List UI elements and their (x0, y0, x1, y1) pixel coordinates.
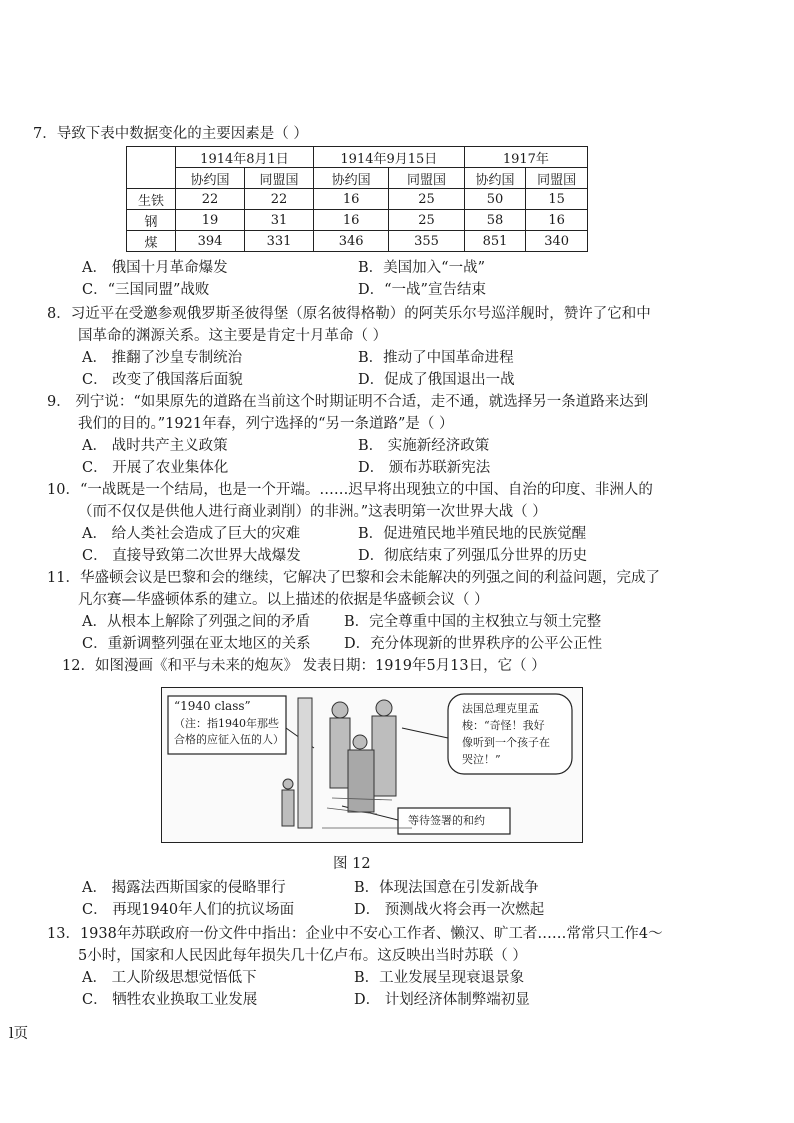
page-number: l页 (9, 1026, 29, 1042)
table-cell: 851 (464, 231, 526, 252)
table-cell: 25 (389, 210, 464, 231)
cartoon-left-note-1: （注：指1940年那些 (174, 717, 279, 730)
table-cell: 346 (314, 231, 389, 252)
q11-stem-line1: 11．华盛顿会议是巴黎和会的继续，它解决了巴黎和会未能解决的列强之间的利益问题，完成了 (47, 570, 660, 586)
q9-stem-line1: 9． 列宁说：“如果原先的道路在当前这个时期证明不合适，走不通，就选择另一条道路来达到 (47, 394, 649, 410)
q10-option-b[interactable]: B．促进殖民地半殖民地的民族觉醒 (358, 526, 587, 542)
table-corner (127, 147, 176, 189)
q10-stem-line2: （而不仅仅是供他人进行商业剥削）的非洲。”这表明第一次世界大战（ ） (78, 504, 547, 520)
cartoon-left-title: “1940 class” (174, 699, 251, 713)
q7-option-a[interactable]: A． 俄国十月革命爆发 (82, 260, 228, 276)
table-date-2: 1914年9月15日 (314, 147, 465, 168)
table-header-sides (127, 168, 588, 189)
cartoon-right-line-4: 哭泣！” (462, 753, 501, 766)
table-cell: 15 (526, 189, 588, 210)
q13-stem-line1: 13．1938年苏联政府一份文件中指出：企业中不安心工作者、懒汉、旷工者……常常只工作4～ (47, 926, 663, 942)
q11-stem-line2: 凡尔赛—华盛顿体系的建立。以上描述的依据是华盛顿会议（ ） (78, 592, 489, 608)
table-cell: 22 (176, 189, 245, 210)
q12-option-a[interactable]: A． 揭露法西斯国家的侵略罪行 (82, 880, 286, 896)
table-cell: 331 (244, 231, 313, 252)
q10-option-d[interactable]: D．彻底结束了列强瓜分世界的历史 (358, 548, 588, 564)
q13-option-a[interactable]: A． 工人阶级思想觉悟低下 (82, 970, 257, 986)
table-side: 同盟国 (526, 168, 588, 189)
table-cell: 31 (244, 210, 313, 231)
table-cell: 22 (244, 189, 313, 210)
figure-caption: 图 12 (333, 856, 371, 872)
q11-option-c[interactable]: C．重新调整列强在亚太地区的关系 (82, 636, 311, 652)
cartoon-right-line-3: 像听到一个孩子在 (462, 736, 550, 749)
q8-stem-line2: 国革命的渊源关系。这主要是肯定十月革命（ ） (78, 328, 388, 344)
table-cell: 25 (389, 189, 464, 210)
table-side: 同盟国 (389, 168, 464, 189)
row-label: 生铁 (127, 189, 176, 210)
table-cell: 16 (526, 210, 588, 231)
table-side: 同盟国 (244, 168, 313, 189)
table-cell: 19 (176, 210, 245, 231)
q12-option-c[interactable]: C． 再现1940年人们的抗议场面 (82, 902, 295, 918)
table-cell: 58 (464, 210, 526, 231)
q7-option-d[interactable]: D．“一战”宣告结束 (358, 282, 486, 298)
table-header-dates (127, 147, 588, 168)
q10-stem-line1: 10．“一战既是一个结局，也是一个开端。……迟早将出现独立的中国、自治的印度、非洲人的 (47, 482, 653, 498)
cartoon-bottom-label: 等待签署的和约 (408, 814, 485, 827)
table-cell: 394 (176, 231, 245, 252)
q13-option-c[interactable]: C． 牺牲农业换取工业发展 (82, 992, 258, 1008)
table-date-1: 1914年8月1日 (176, 147, 314, 168)
q9-option-b[interactable]: B． 实施新经济政策 (358, 438, 490, 454)
table-side: 协约国 (464, 168, 526, 189)
table-cell: 355 (389, 231, 464, 252)
q12-stem: 12．如图漫画《和平与未来的炮灰》 发表日期：1919年5月13日，它（ ） (62, 658, 546, 674)
q9-option-d[interactable]: D． 颁布苏联新宪法 (358, 460, 491, 476)
table-date-3: 1917年 (464, 147, 587, 168)
q8-option-c[interactable]: C． 改变了俄国落后面貌 (82, 372, 243, 388)
q9-option-c[interactable]: C． 开展了农业集体化 (82, 460, 229, 476)
q7-option-b[interactable]: B．美国加入“一战” (358, 260, 485, 276)
q7-option-c[interactable]: C．“三国同盟”战败 (82, 282, 210, 298)
table-side: 协约国 (176, 168, 245, 189)
q11-option-b[interactable]: B．完全尊重中国的主权独立与领土完整 (344, 614, 602, 630)
q9-option-a[interactable]: A． 战时共产主义政策 (82, 438, 228, 454)
table-row (127, 210, 588, 231)
cartoon-right-line-2: 梭：“奇怪！我好 (462, 719, 545, 732)
table-row (127, 189, 588, 210)
table-cell: 50 (464, 189, 526, 210)
q7-stem: 7．导致下表中数据变化的主要因素是（ ） (33, 126, 308, 142)
row-label: 钢 (127, 210, 176, 231)
q12-option-d[interactable]: D． 预测战火将会再一次燃起 (354, 902, 545, 918)
q10-option-c[interactable]: C． 直接导致第二次世界大战爆发 (82, 548, 301, 564)
q12-cartoon (161, 687, 583, 843)
table-cell: 16 (314, 210, 389, 231)
q8-stem-line1: 8．习近平在受邀参观俄罗斯圣彼得堡（原名彼得格勒）的阿芙乐尔号巡洋舰时，赞许了它和中 (47, 306, 651, 322)
q10-option-a[interactable]: A． 给人类社会造成了巨大的灾难 (82, 526, 301, 542)
table-cell: 340 (526, 231, 588, 252)
row-label: 煤 (127, 231, 176, 252)
q13-option-b[interactable]: B．工业发展呈现衰退景象 (354, 970, 525, 986)
q13-option-d[interactable]: D． 计划经济体制弊端初显 (354, 992, 530, 1008)
q12-option-b[interactable]: B．体现法国意在引发新战争 (354, 880, 539, 896)
q13-stem-line2: 5小时，国家和人民因此每年损失几十亿卢布。这反映出当时苏联（ ） (78, 948, 527, 964)
cartoon-right-line-1: 法国总理克里孟 (462, 702, 539, 715)
q11-option-d[interactable]: D．充分体现新的世界秩序的公平公正性 (344, 636, 603, 652)
cartoon-left-note-2: 合格的应征入伍的人） (174, 733, 284, 746)
q8-option-d[interactable]: D．促成了俄国退出一战 (358, 372, 515, 388)
table-cell: 16 (314, 189, 389, 210)
table-side: 协约国 (314, 168, 389, 189)
q11-option-a[interactable]: A．从根本上解除了列强之间的矛盾 (82, 614, 310, 630)
q8-option-b[interactable]: B．推动了中国革命进程 (358, 350, 514, 366)
q8-option-a[interactable]: A． 推翻了沙皇专制统治 (82, 350, 243, 366)
q9-stem-line2: 我们的目的。”1921年春，列宁选择的“另一条道路”是（ ） (78, 416, 454, 432)
q7-data-table (126, 146, 588, 252)
table-row (127, 231, 588, 252)
